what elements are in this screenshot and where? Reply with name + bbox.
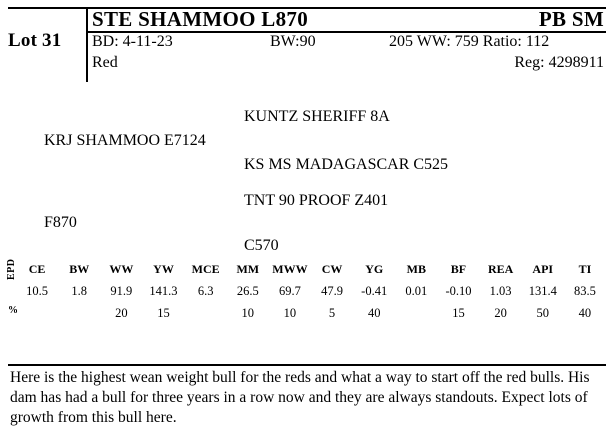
header-vertical-divider <box>86 8 88 82</box>
epd-row-label: EPD <box>6 258 17 280</box>
pedigree-sire-dam: KS MS MADAGASCAR C525 <box>244 156 449 173</box>
epd-col-header: MCE <box>191 261 220 276</box>
epd-percentile <box>58 302 100 324</box>
epd-percentile: 50 <box>536 305 549 320</box>
epd-percentile <box>395 302 437 324</box>
epd-table <box>16 258 606 324</box>
breed-code: PB SM <box>538 7 604 31</box>
epd-value: 131.4 <box>528 283 557 298</box>
epd-col-header: CE <box>28 261 46 276</box>
pedigree-dam-sire: TNT 90 PROOF Z401 <box>244 192 389 209</box>
epd-col-header: BF <box>450 261 467 276</box>
epd-percentile <box>185 302 227 324</box>
percentile-row-label: % <box>8 305 18 316</box>
epd-percentile: 5 <box>328 305 336 320</box>
epd-value: 10.5 <box>26 283 48 298</box>
pedigree-block <box>0 82 612 254</box>
epd-values-row <box>16 280 606 302</box>
epd-percentile: 40 <box>367 305 381 320</box>
epd-col-header: YW <box>153 261 174 276</box>
pedigree-dam: F870 <box>44 214 77 231</box>
birth-weight: BW:90 <box>270 33 316 50</box>
epd-percentile: 10 <box>241 305 255 320</box>
epd-percentile: 15 <box>452 305 465 320</box>
epd-col-header: WW <box>109 261 134 276</box>
epd-percentile <box>16 302 58 324</box>
epd-value: 26.5 <box>236 283 259 298</box>
epd-section <box>0 258 612 330</box>
epd-value: 141.3 <box>149 283 178 298</box>
epd-col-header: MM <box>236 261 260 276</box>
epd-value: 0.01 <box>405 283 428 298</box>
epd-col-header: YG <box>365 261 384 276</box>
lot-header <box>0 0 612 82</box>
header-row-color-reg <box>92 54 604 76</box>
epd-value: -0.41 <box>361 283 388 298</box>
epd-percentile: 20 <box>494 305 507 320</box>
epd-value: 47.9 <box>321 283 343 298</box>
lot-description-note: Here is the highest wean weight bull for the reds and what a way to start off the red bulls. His dam has had a bull for three years in a row now and they are always standouts. Expect lots of growth from this bull here. <box>10 369 590 426</box>
epd-col-header: TI <box>578 261 592 276</box>
epd-value: 83.5 <box>573 283 596 298</box>
epd-value: 1.03 <box>489 283 512 298</box>
pedigree-sire: KRJ SHAMMOO E7124 <box>44 132 206 149</box>
epd-value: 69.7 <box>278 283 301 298</box>
epd-percentile: 15 <box>157 305 170 320</box>
pedigree-dam-dam: C570 <box>244 237 279 254</box>
epd-value: 91.9 <box>110 283 133 298</box>
pedigree-sire-sire: KUNTZ SHERIFF 8A <box>244 108 390 125</box>
epd-value: 1.8 <box>71 283 88 298</box>
birth-date: BD: 4-11-23 <box>92 33 173 50</box>
epd-col-header: API <box>532 261 554 276</box>
epd-header-row <box>16 258 606 280</box>
coat-color: Red <box>92 54 118 71</box>
epd-percentiles-row <box>16 302 606 324</box>
epd-col-header: REA <box>487 261 514 276</box>
epd-value: -0.10 <box>445 283 472 298</box>
note-top-rule <box>8 364 606 366</box>
header-row-birth <box>92 33 604 55</box>
registration-number: Reg: 4298911 <box>514 54 604 71</box>
page-title: STE SHAMMOO L870 <box>92 7 308 31</box>
epd-percentile: 40 <box>578 305 592 320</box>
epd-col-header: MWW <box>272 261 308 276</box>
epd-col-header: MB <box>406 261 426 276</box>
lot-number: Lot 31 <box>8 30 62 51</box>
epd-value: 6.3 <box>197 283 214 298</box>
epd-percentile: 10 <box>283 305 297 320</box>
epd-col-header: CW <box>321 261 343 276</box>
epd-percentile: 20 <box>115 305 128 320</box>
weaning-weight-ratio: 205 WW: 759 Ratio: 112 <box>389 33 550 50</box>
epd-col-header: BW <box>69 261 90 276</box>
